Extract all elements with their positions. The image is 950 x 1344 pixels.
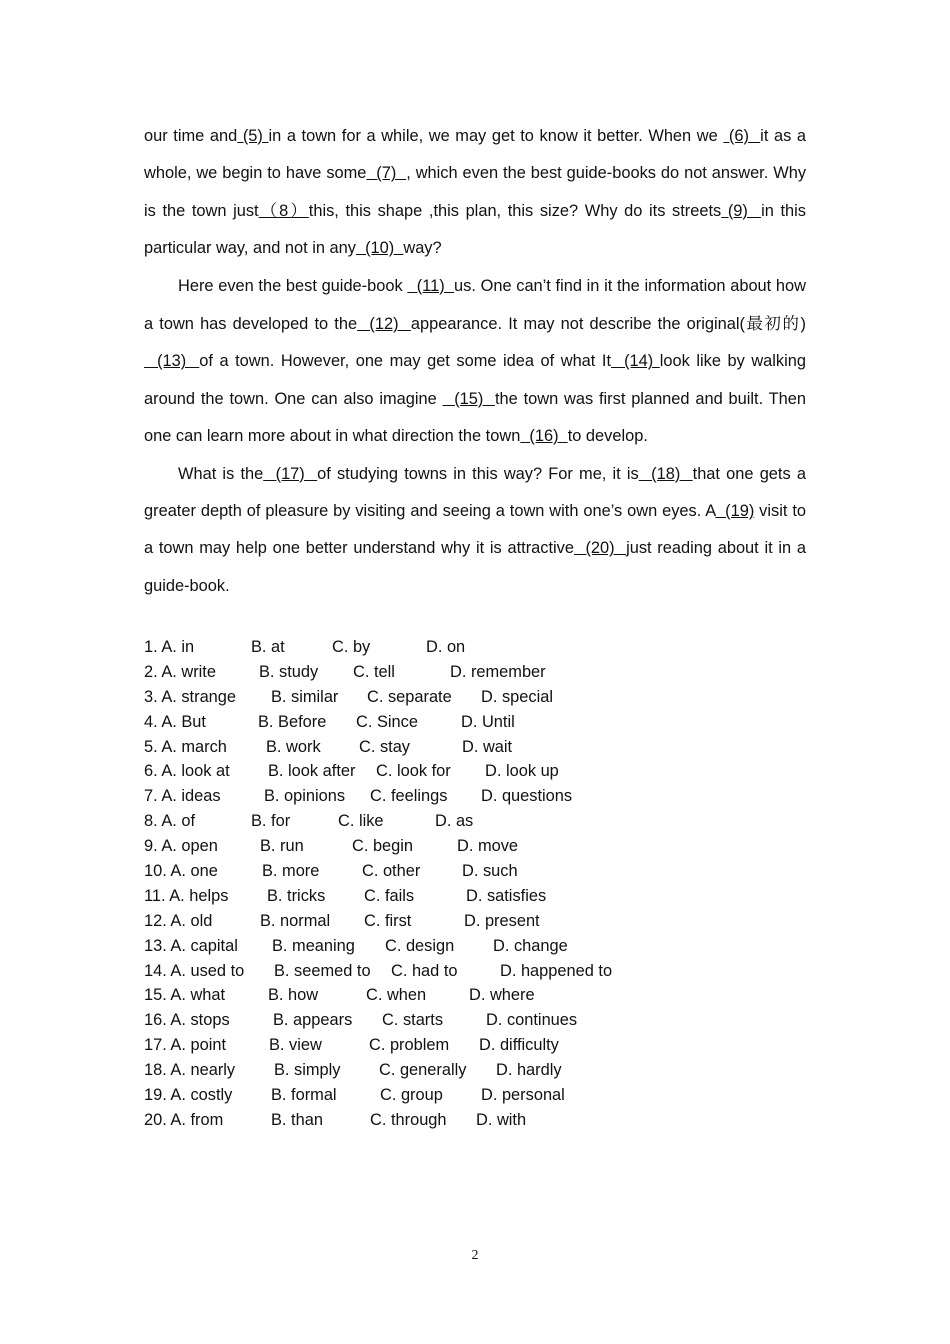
option-a: 2. A. write [144,662,216,681]
option-c: C. starts [382,1011,444,1030]
option-c: C. tell [353,662,395,681]
option-d: D. continues [486,1011,578,1030]
option-c: C. look for [376,762,451,781]
option-b: B. look after [268,762,356,781]
option-d: D. questions [481,787,573,806]
option-c: C. generally [379,1061,467,1080]
option-b: B. opinions [264,787,346,806]
option-a: 18. A. nearly [144,1061,236,1080]
option-d: D. such [462,862,518,881]
option-d: D. look up [485,762,559,781]
option-d: D. happened to [500,961,613,980]
option-b: B. appears [273,1011,353,1030]
option-a: 19. A. costly [144,1086,233,1105]
text: ) [800,315,806,334]
blank-19: (19) [715,502,755,521]
option-b: B. run [260,837,304,856]
blank-7: (7) [366,164,407,183]
text: just reading about it in a guide-book. [144,539,806,595]
option-d: D. change [493,936,568,955]
option-c: C. begin [352,837,414,856]
option-a: 6. A. look at [144,762,230,781]
paragraph-1 [144,118,806,268]
option-d: D. on [426,638,466,656]
option-d: D. special [481,687,553,706]
option-d: D. personal [481,1086,565,1105]
option-d: D. move [457,837,519,856]
option-a: 13. A. capital [144,936,238,955]
option-c: C. by [332,638,371,656]
option-c: C. when [366,986,427,1005]
blank-20: (20) [573,539,627,558]
option-c: C. through [370,1110,447,1129]
blank-11: (11) [407,276,455,295]
option-b: B. formal [271,1086,337,1105]
option-c: C. had to [391,961,458,980]
option-a: 5. A. march [144,737,227,756]
option-a: 9. A. open [144,837,218,856]
text: us. One can’t find in it the information about how a town has developed to the [144,276,806,334]
option-d: D. as [435,812,474,831]
option-c: C. stay [359,737,411,756]
option-a: 14. A. used to [144,961,245,980]
option-c: C. other [362,862,421,881]
text: of a town. However, one may get some idea of what It [199,352,611,371]
option-c: C. problem [369,1036,450,1055]
option-b: B. study [259,662,319,681]
option-b: B. than [271,1110,323,1129]
option-b: B. at [251,638,285,656]
option-b: B. view [269,1036,322,1055]
option-a: 12. A. old [144,911,213,930]
option-a: 16. A. stops [144,1011,230,1030]
option-a: 3. A. strange [144,687,237,706]
option-b: B. for [251,812,291,831]
option-a: 4. A. But [144,712,206,731]
option-b: B. more [262,862,320,881]
text: in a town for a while, we may get to know it better. When we [268,127,724,145]
option-c: C. design [385,936,455,955]
option-d: D. wait [462,737,513,756]
option-a: 20. A. from [144,1110,224,1129]
blank-5: (5) [237,127,269,145]
text: this, this shape ,this plan, this size? Why do its streets [308,201,722,220]
chinese-gloss: 最初的 [744,314,801,334]
blank-6: (6) [723,127,761,145]
option-d: D. Until [461,712,515,731]
option-b: B. normal [260,911,331,930]
text: Here even the best guide-book [178,276,408,295]
option-d: D. hardly [496,1061,562,1080]
text: in this particular way, and not in any [144,201,806,258]
option-a: 10. A. one [144,862,218,881]
option-d: D. remember [450,662,546,681]
blank-18: (18) [638,464,693,483]
option-c: C. feelings [370,787,448,806]
option-b: B. Before [258,712,327,731]
option-c: C. separate [367,687,452,706]
blank-16: (16) [520,427,568,446]
text: way? [403,239,442,258]
option-b: B. seemed to [274,961,371,980]
option-d: D. difficulty [479,1036,559,1055]
option-b: B. simply [274,1061,341,1080]
text: the town was first planned and built. Then one can learn more about in what direction the town [144,389,807,446]
blank-13: (13) [144,352,200,371]
blank-17: (17) [263,464,318,483]
text: , which even the best guide-books do not answer. Why is the town just [144,164,807,220]
blank-12: (12) [357,315,411,334]
option-b: B. meaning [272,936,355,955]
option-a: 17. A. point [144,1036,227,1055]
option-a: 8. A. of [144,812,196,831]
option-b: B. similar [271,687,339,706]
text: that one gets a greater depth of pleasure by visiting and seeing a town with one’s own eyes. A [144,464,806,521]
option-a: 1. A. in [144,638,195,656]
option-a: 11. A. helps [144,886,229,905]
blank-8: （8） [258,201,309,220]
option-d: D. satisfies [466,886,547,905]
text: it as a whole, we begin to have some [144,127,807,183]
option-d: D. where [469,986,535,1005]
text: our time and [144,127,238,145]
option-d: D. present [464,911,540,930]
option-a: 15. A. what [144,986,226,1005]
paragraph-3 [144,456,806,606]
option-c: C. fails [364,886,415,905]
option-c: C. first [364,911,412,930]
option-b: B. how [268,986,319,1005]
text: appearance. It may not describe the original( [410,315,745,334]
page-number: 2 [471,1248,479,1263]
option-b: B. work [266,737,321,756]
option-c: C. group [380,1086,443,1105]
text: of studying towns in this way? For me, it is [317,464,639,483]
option-b: B. tricks [267,886,326,905]
paragraph-2 [144,268,806,456]
text: to develop. [567,427,648,446]
blank-9: (9) [721,201,762,220]
text: look like by walking around the town. One can also imagine [144,352,806,408]
text: What is the [178,464,264,483]
blank-10: (10) [355,239,404,258]
cloze-passage [144,118,806,605]
option-c: C. like [338,812,384,831]
option-c: C. Since [356,712,418,731]
blank-15: (15) [442,389,495,408]
text: visit to a town may help one better understand why it is attractive [144,502,806,558]
option-a: 7. A. ideas [144,787,221,806]
option-d: D. with [476,1110,527,1129]
blank-14: (14) [611,352,660,371]
